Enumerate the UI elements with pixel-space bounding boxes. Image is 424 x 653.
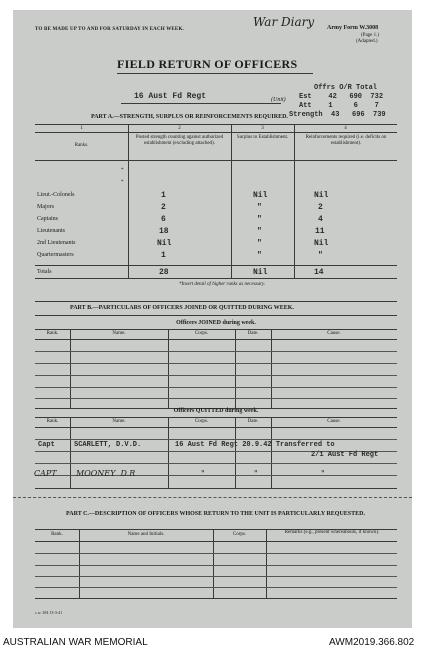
posted-value: 1: [161, 191, 166, 200]
footer-left: AUSTRALIAN WAR MEMORIAL: [3, 637, 148, 648]
col-header-posted: Posted strength counting against authorized establishment (excluding attached).: [135, 135, 224, 146]
column-header: Name.: [112, 419, 126, 424]
title-underline: [117, 73, 313, 74]
col-number-4: 4: [344, 126, 347, 131]
column-header: Name.: [112, 331, 126, 336]
posted-value: 1: [161, 251, 166, 260]
form-id: Army Form W.3008: [327, 25, 379, 31]
part-a-footnote: *Insert detail of higher ranks as necessary.: [179, 282, 266, 287]
column-header: Rank.: [46, 419, 59, 424]
col-number-3: 3: [261, 126, 264, 131]
printer-mark: c.w. 294 13-3-41: [35, 610, 63, 615]
reinforcement-value: Nil: [314, 239, 329, 248]
footer-right: AWM2019.366.802: [329, 637, 415, 648]
rank-label: Lieut.-Colonels: [37, 192, 75, 198]
reinforcement-value: ": [318, 251, 323, 260]
totals-surplus: Nil: [253, 268, 268, 277]
rank-label: 2nd Lieutenants: [37, 240, 76, 246]
col-header-surplus: Surplus to Establishment.: [236, 135, 289, 140]
totals-posted: 28: [159, 268, 169, 277]
posted-value: Nil: [157, 239, 172, 248]
archive-footer: [0, 632, 424, 653]
totals-row-est: Est 42 690 732: [299, 93, 384, 101]
unit-label: (Unit): [271, 97, 286, 103]
row-name: MOONEY D.R: [76, 469, 136, 478]
handwritten-note: War Diary: [253, 15, 315, 29]
row-detail: 16 Aust Fd Regt 20.9.42 Transferred to: [175, 441, 335, 449]
posted-value: 6: [161, 215, 166, 224]
totals-row-att: Att 1 6 7: [299, 102, 379, 110]
column-header: Cause.: [327, 331, 341, 336]
column-header: Name and Initials.: [127, 532, 165, 537]
rank-label: Lieutenants: [37, 228, 65, 234]
col-number-1: 1: [80, 126, 83, 131]
totals-header: Offrs O/R Total: [314, 84, 378, 92]
form-page: (Page 1.): [361, 33, 380, 38]
col-number-2: 2: [178, 126, 181, 131]
row-rank: Capt: [38, 441, 55, 449]
header-note: TO BE MADE UP TO AND FOR SATURDAY IN EACH WEEK.: [35, 27, 185, 32]
form-adapted: (Adapted.): [356, 39, 378, 44]
rank-label: Majors: [37, 204, 54, 210]
rank-label: Quartermasters: [37, 252, 74, 258]
joined-title: Officers JOINED during week.: [176, 320, 256, 326]
part-b-top-rule: [35, 301, 397, 302]
row-detail-continued: 2/1 Aust Fd Regt: [311, 451, 379, 459]
totals-reinforcements: 14: [314, 268, 324, 277]
column-header: Rank.: [46, 331, 59, 336]
part-c-title: PART C.—DESCRIPTION OF OFFICERS WHOSE RETURN TO THE UNIT IS PARTICULARLY REQUESTED.: [66, 511, 365, 517]
row-name: SCARLETT, D.V.D.: [74, 441, 142, 449]
column-header: Date.: [247, 331, 259, 336]
surplus-value: ": [257, 215, 262, 224]
unit-value: 16 Aust Fd Regt: [134, 92, 207, 101]
col-header-ranks: Ranks.: [74, 143, 89, 148]
surplus-value: ": [257, 203, 262, 212]
reinforcement-value: 11: [315, 227, 325, 236]
reinforcement-value: Nil: [314, 191, 329, 200]
column-header: Corps.: [194, 331, 209, 336]
row-date: ": [254, 469, 258, 478]
page-title: FIELD RETURN OF OFFICERS: [117, 57, 298, 71]
posted-value: 2: [161, 203, 166, 212]
column-header: Corps.: [232, 532, 247, 537]
reinforcement-value: 4: [318, 215, 323, 224]
document-sheet: TO BE MADE UP TO AND FOR SATURDAY IN EACH WEEK. War Diary Army Form W.3008 (Page 1.) (Adapted.) FIELD RETURN OF OFFICERS 16 Aust Fd Regt (Unit) Offrs O/R Total Est 42 690 732 Att 1 6 7 Strength 43 696 739 PART A.—STRENGTH, SURPLUS OR REINFORCEMENTS REQUIRED. 1 2 3 4 Ranks. Posted strength counting against authorized establishment (excluding attached). Surplus to Establishment. Reinforcements required (i.e. deficits on establishment). * * Lieut.-Colonels Majors Captains Lieutenants 2nd Lieutenants Quartermasters 1 2 6 18 Nil 1 Nil " " " " " Nil 2 4 11 Nil " Totals 28 Nil 14 *Insert detail of higher ranks as necessary. PART B.—PARTICULARS OF OFFICERS JOINED OR QUITTED DURING WEEK. Officers JOINED during week. Rank. Name. Corps. Date. Cause. Officers QUITTED during week. Rank. Name. Corps. Date. Cause. Capt SCARLETT, D.V.D. 16 Aust Fd Regt 20.9.42 Transferred to 2/1 Aust Fd Regt CAPT MOONEY D.R " " " PART C.—DESCRIPTION OF OFFICERS WHOSE RETURN TO THE UNIT IS PARTICULARLY REQUESTED. Rank. Name and Initials. Corps. Remarks (e.g., present whereabouts, if known). c.w. 294 13-3-41: [13, 10, 412, 628]
part-b-title: PART B.—PARTICULARS OF OFFICERS JOINED OR QUITTED DURING WEEK.: [70, 305, 294, 311]
row-rank: CAPT: [34, 469, 57, 478]
rank-label: Captains: [37, 216, 58, 222]
row-cause: ": [321, 469, 325, 478]
surplus-value: ": [257, 251, 262, 260]
column-header: Rank.: [51, 532, 63, 537]
totals-label: Totals: [37, 269, 52, 275]
reinforcement-value: 2: [318, 203, 323, 212]
totals-row-strength: Strength 43 696 739: [289, 111, 386, 119]
column-header: Date.: [247, 419, 259, 424]
surplus-value: ": [257, 227, 262, 236]
unit-underline: [121, 103, 281, 104]
quitted-title: Officers QUITTED during week.: [173, 408, 259, 414]
column-header: Remarks (e.g., present whereabouts, if known).: [284, 530, 380, 535]
column-header: Corps.: [194, 419, 209, 424]
surplus-value: Nil: [253, 191, 268, 200]
col-header-reinforcements: Reinforcements required (i.e. deficits on establishment).: [305, 135, 387, 146]
surplus-value: ": [257, 239, 262, 248]
part-a-title: PART A.—STRENGTH, SURPLUS OR REINFORCEMENTS REQUIRED.: [91, 114, 288, 120]
posted-value: 18: [159, 227, 169, 236]
row-corps: ": [201, 469, 205, 478]
column-header: Cause.: [327, 419, 341, 424]
perforation-line: [13, 497, 412, 498]
